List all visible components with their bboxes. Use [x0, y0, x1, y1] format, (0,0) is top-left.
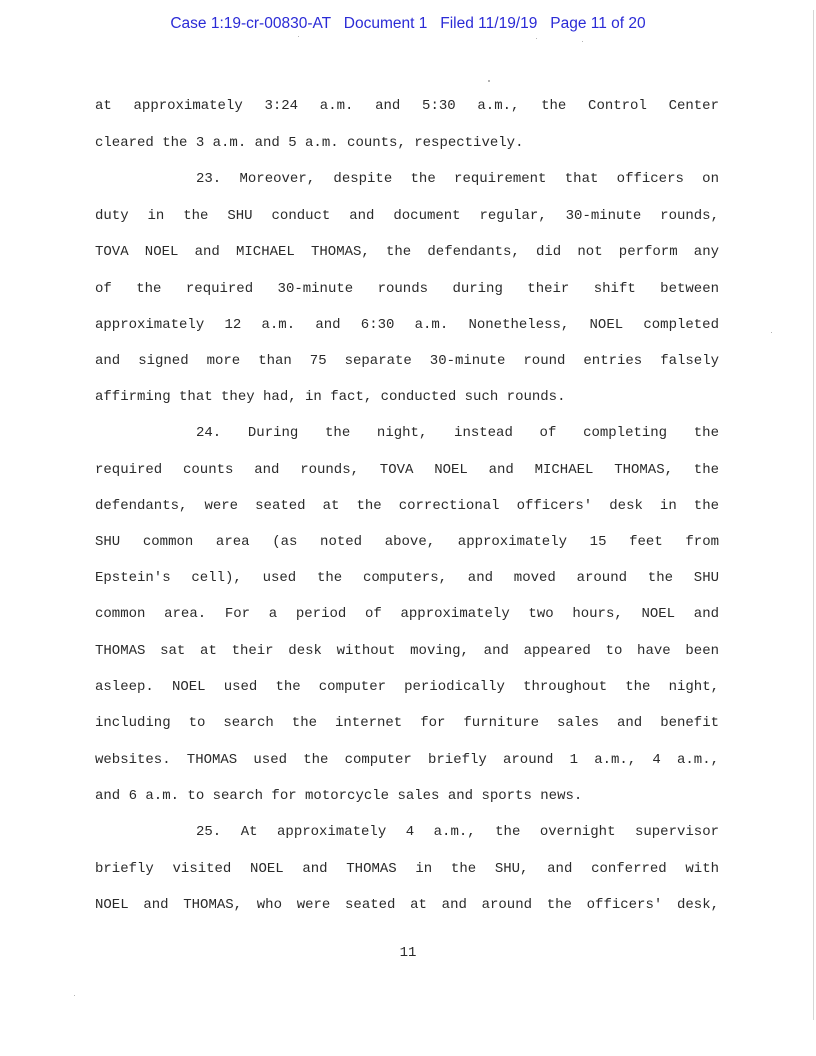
- body-line: of the required 30-minute rounds during their shift between: [95, 281, 719, 297]
- body-line: including to search the internet for furniture sales and benefit: [95, 715, 719, 731]
- body-line: asleep. NOEL used the computer periodically throughout the night,: [95, 679, 719, 695]
- scan-speck: [488, 80, 490, 82]
- scan-speck: [771, 332, 772, 333]
- body-line: affirming that they had, in fact, conducted such rounds.: [95, 389, 566, 405]
- page-number: 11: [399, 945, 417, 961]
- body-line: briefly visited NOEL and THOMAS in the SHU, and conferred with: [95, 861, 719, 877]
- scan-speck: [74, 995, 75, 996]
- body-line: TOVA NOEL and MICHAEL THOMAS, the defendants, did not perform any: [95, 244, 719, 260]
- body-line: NOEL and THOMAS, who were seated at and around the officers' desk,: [95, 897, 719, 913]
- paragraph-25-start: 25. At approximately 4 a.m., the overnight supervisor: [196, 824, 719, 840]
- body-line: and signed more than 75 separate 30-minute round entries falsely: [95, 353, 719, 369]
- body-line: Epstein's cell), used the computers, and moved around the SHU: [95, 570, 719, 586]
- scan-edge-line: [813, 10, 814, 1020]
- body-line: and 6 a.m. to search for motorcycle sales and sports news.: [95, 788, 583, 804]
- body-line: defendants, were seated at the correctional officers' desk in the: [95, 498, 719, 514]
- ecf-case-header: Case 1:19-cr-00830-AT Document 1 Filed 11/19/19 Page 11 of 20: [170, 15, 646, 32]
- body-line: approximately 12 a.m. and 6:30 a.m. Nonetheless, NOEL completed: [95, 317, 719, 333]
- body-line: at approximately 3:24 a.m. and 5:30 a.m., the Control Center: [95, 98, 719, 114]
- body-line: THOMAS sat at their desk without moving, and appeared to have been: [95, 643, 719, 659]
- body-line: cleared the 3 a.m. and 5 a.m. counts, respectively.: [95, 135, 524, 151]
- scan-speck: [582, 41, 583, 42]
- paragraph-23-start: 23. Moreover, despite the requirement that officers on: [196, 171, 719, 187]
- body-line: duty in the SHU conduct and document regular, 30-minute rounds,: [95, 208, 719, 224]
- scan-speck: [536, 38, 537, 39]
- scan-speck: [298, 36, 299, 37]
- body-line: websites. THOMAS used the computer briefly around 1 a.m., 4 a.m.,: [95, 752, 719, 768]
- paragraph-24-start: 24. During the night, instead of completing the: [196, 425, 719, 441]
- body-line: SHU common area (as noted above, approximately 15 feet from: [95, 534, 719, 550]
- body-line: common area. For a period of approximately two hours, NOEL and: [95, 606, 719, 622]
- body-line: required counts and rounds, TOVA NOEL and MICHAEL THOMAS, the: [95, 462, 719, 478]
